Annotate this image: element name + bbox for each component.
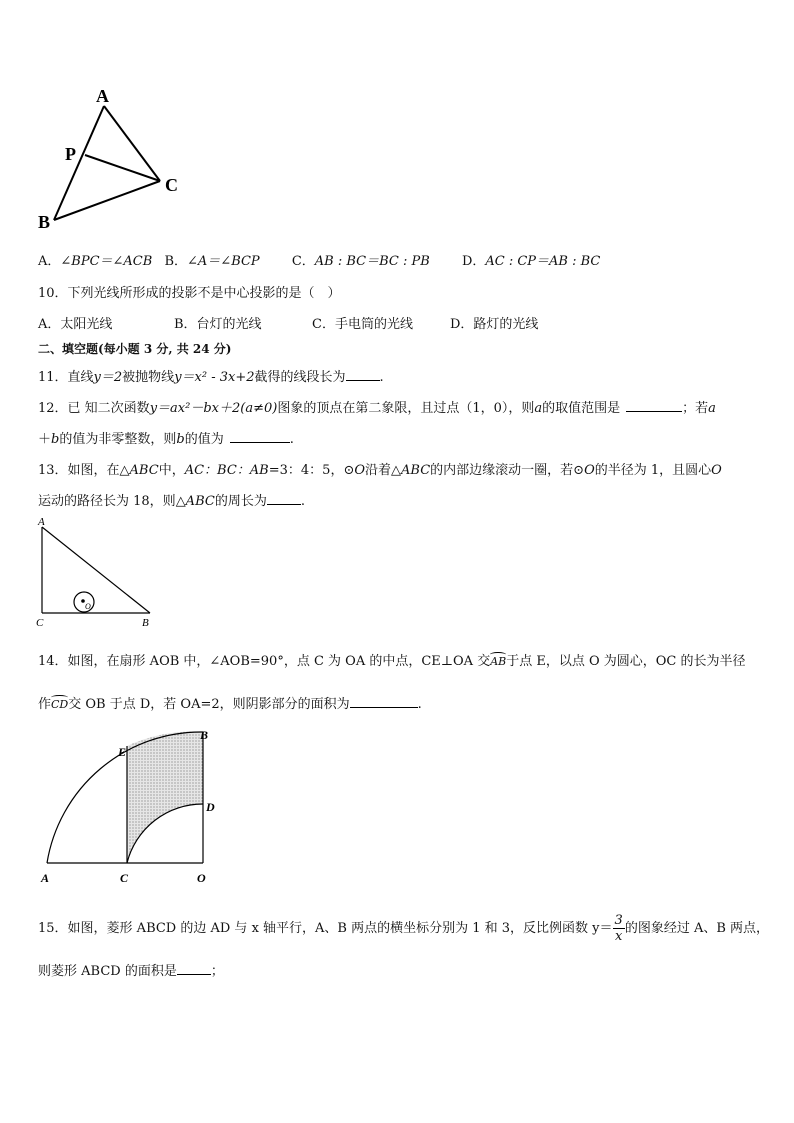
q12-stem-line1: 12．已 知二次函数y＝ax²－bx＋2(a≠0)图象的顶点在第二象限，且过点（1，0），则a的取值范围是 ；若a <box>38 401 716 416</box>
q10-option-b[interactable]: B．台灯的光线 <box>174 317 262 332</box>
q15-stem-line2: 则菱形 ABCD 的面积是 ； <box>38 964 224 979</box>
q11-answer-blank[interactable] <box>346 368 380 381</box>
label-p: P <box>65 144 76 164</box>
q14-answer-blank[interactable] <box>350 695 418 708</box>
segment-ab <box>42 527 150 613</box>
fraction-3-over-x: $\frac{3}{x}$ <box>614 913 623 944</box>
figure-q9-triangle <box>30 80 200 235</box>
label-o: O <box>197 871 206 885</box>
arc-cd-symbol: CD <box>51 698 69 711</box>
q9-option-d[interactable]: D．AC : CP＝AB : BC <box>461 254 601 269</box>
arc-ab-symbol: AB <box>490 655 507 668</box>
q10-options <box>38 313 538 332</box>
segment-ac <box>104 106 160 181</box>
label-b: B <box>142 617 149 629</box>
label-a: A <box>38 516 45 528</box>
q12-stem-line2: ＋b的值为非零整数，则b的值为 . <box>38 432 294 447</box>
label-o: O <box>85 602 91 611</box>
figure-q13-right-triangle <box>30 515 170 630</box>
segment-ab <box>54 106 104 220</box>
q9-option-c[interactable]: C．AB : BC＝BC : PB <box>291 254 430 269</box>
q13-stem-line2: 运动的路径长为 18，则△ABC的周长为 . <box>38 494 305 509</box>
figure-q14-sector <box>36 725 226 890</box>
label-d: D <box>206 800 215 814</box>
label-c: C <box>36 617 44 629</box>
q15-answer-blank[interactable] <box>177 962 211 975</box>
segment-pc <box>85 155 160 181</box>
label-c: C <box>165 175 178 195</box>
q10-option-d[interactable]: D．路灯的光线 <box>450 317 539 332</box>
q12-answer-blank-2[interactable] <box>230 430 290 443</box>
q9-options <box>38 250 600 269</box>
label-a: A <box>96 86 109 106</box>
q12-answer-blank-1[interactable] <box>626 399 682 412</box>
label-b: B <box>200 728 209 742</box>
shaded-region <box>127 732 203 863</box>
q9-option-b[interactable]: B．∠A＝∠BCP <box>164 254 260 269</box>
q9-option-a[interactable]: A．∠BPC＝∠ACB <box>38 254 153 269</box>
label-e: E <box>118 745 127 759</box>
section-heading-fill-in: 二、填空题(每小题 3 分, 共 24 分) <box>38 342 232 356</box>
label-a: A <box>41 871 50 885</box>
q11-stem: 11．直线y＝2被抛物线y＝x² - 3x+2截得的线段长为 . <box>38 370 384 385</box>
label-b: B <box>38 212 51 232</box>
q10-option-c[interactable]: C．手电筒的光线 <box>312 317 413 332</box>
q13-answer-blank[interactable] <box>267 492 301 505</box>
segment-bc <box>54 181 160 220</box>
q14-stem-line1: 14．如图，在扇形 AOB 中，∠AOB=90°，点 C 为 OA 的中点，CE⊥OA 交AB于点 E，以点 O 为圆心，OC 的长为半径 <box>38 654 746 669</box>
q15-stem-line1: 15．如图，菱形 ABCD 的边 AD 与 x 轴平行，A、B 两点的横坐标分别为 1 和 3，反比例函数 y＝ $\frac{3}{x}$ 的图象经过 A、B 两点， <box>38 913 770 944</box>
q14-stem-line2: 作CD交 OB 于点 D，若 OA=2，则阴影部分的面积为 . <box>38 697 422 712</box>
q13-stem-line1: 13．如图，在△ABC中，AC：BC：AB=3：4：5，⊙O沿着△ABC的内部边缘滚动一圈，若⊙O的半径为 1，且圆心O <box>38 463 722 478</box>
q10-stem: 10．下列光线所形成的投影不是中心投影的是（ ） <box>38 286 341 301</box>
label-c: C <box>120 871 129 885</box>
q10-option-a[interactable]: A．太阳光线 <box>38 317 113 332</box>
